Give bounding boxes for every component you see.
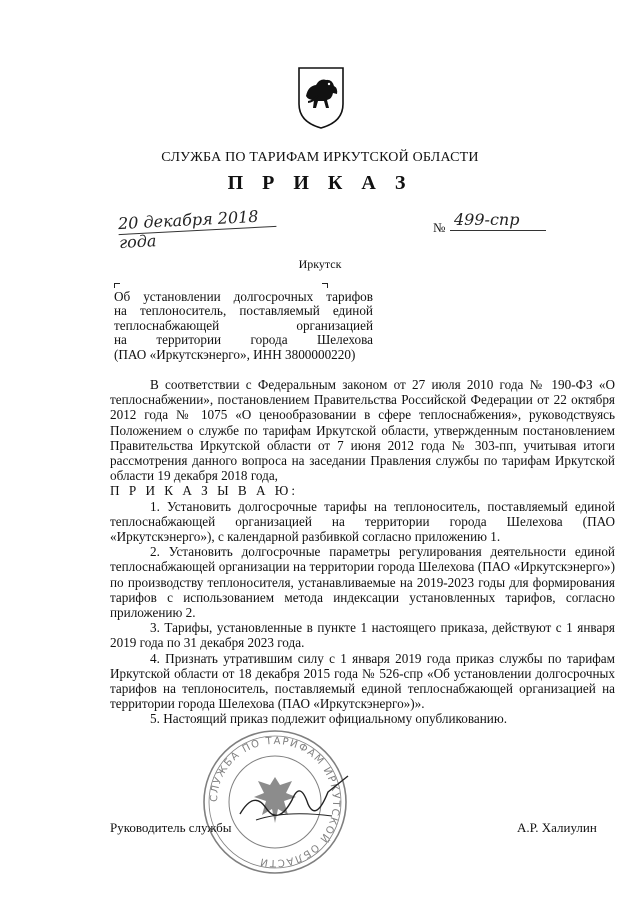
signatory-role: Руководитель службы xyxy=(110,820,232,835)
subject-line: теплоснабжающей организацией xyxy=(114,317,373,333)
order-keyword: П Р И К А З Ы В А Ю: xyxy=(110,483,299,499)
order-item: 4. Признать утратившим силу с 1 января 2019 года приказ службы по тарифам Иркутской области от 18 декабря 2015 года № 526-спр «Об установлении долгосрочных тарифов на теплоноситель, поставляемый единой теплоснабжающей организацией на территории города Шелехова (ПАО «Иркутскэнерго»)». xyxy=(110,650,615,712)
order-body xyxy=(110,377,615,727)
handwritten-signature xyxy=(236,770,356,830)
order-item: 1. Установить долгосрочные тарифы на теплоноситель, поставляемый единой теплоснабжающей организацией на территории города Шелехова (ПАО «Иркутскэнерго»), с календарной разбивкой согласно приложению 1. xyxy=(110,498,615,545)
subject-line: Об установлении долгосрочных тарифов xyxy=(114,289,373,304)
order-item: 3. Тарифы, установленные в пункте 1 настоящего приказа, действуют с 1 января 2019 года по 31 декабря 2023 года. xyxy=(110,620,615,651)
subject-line: на территории города Шелехова xyxy=(114,332,373,348)
number-label: № xyxy=(433,220,446,235)
seal-ring-text: СЛУЖБА ПО ТАРИФАМ ИРКУТСКОЙ ОБЛАСТИ xyxy=(208,735,342,869)
date-field xyxy=(117,206,277,253)
preamble: В соответствии с Федеральным законом от 27 июля 2010 года № 190-ФЗ «О теплоснабжении», постановлением Правительства Российской Федерации от 22 октября 2012 года № 1075 «О ценообразовании в сфере теплоснабжения», руководствуясь Положением о службе по тарифам Иркутской области, утвержденным постановлением Правительства Иркутской области от 7 июня 2012 года № 303-пп, учитывая итоги рассмотрения данного вопроса на заседании Правления службы по тарифам Иркутской области 19 декабря 2018 года, xyxy=(110,377,615,484)
subject-corner-right xyxy=(322,283,328,288)
subject-line: (ПАО «Иркутскэнерго», ИНН 3800000220) xyxy=(114,346,356,362)
handwritten-date: 20 декабря 2018 года xyxy=(117,206,259,253)
signatory-name: А.Р. Халиулин xyxy=(517,820,597,835)
city-name: Иркутск xyxy=(298,257,342,271)
agency-name: СЛУЖБА ПО ТАРИФАМ ИРКУТСКОЙ ОБЛАСТИ xyxy=(161,150,479,165)
subject-line: на теплоноситель, поставляемый единой xyxy=(114,303,373,319)
subject-corner-left xyxy=(114,283,120,288)
document-title: П Р И К А З xyxy=(227,172,413,194)
handwritten-number: 499-спр xyxy=(454,210,520,229)
order-item: 5. Настоящий приказ подлежит официальному опубликованию. xyxy=(150,711,508,727)
coat-of-arms-icon xyxy=(296,66,346,130)
subject-block xyxy=(114,290,373,362)
order-item: 2. Установить долгосрочные параметры регулирования деятельности единой теплоснабжающей организации на территории города Шелехова (ПАО «Иркутскэнерго») по производству теплоносителя, устанавливаемые на 2019-2023 годы для формирования тарифов с использованием метода индексации установленных тарифов, согласно приложению 2. xyxy=(110,544,615,621)
number-field xyxy=(450,210,546,231)
